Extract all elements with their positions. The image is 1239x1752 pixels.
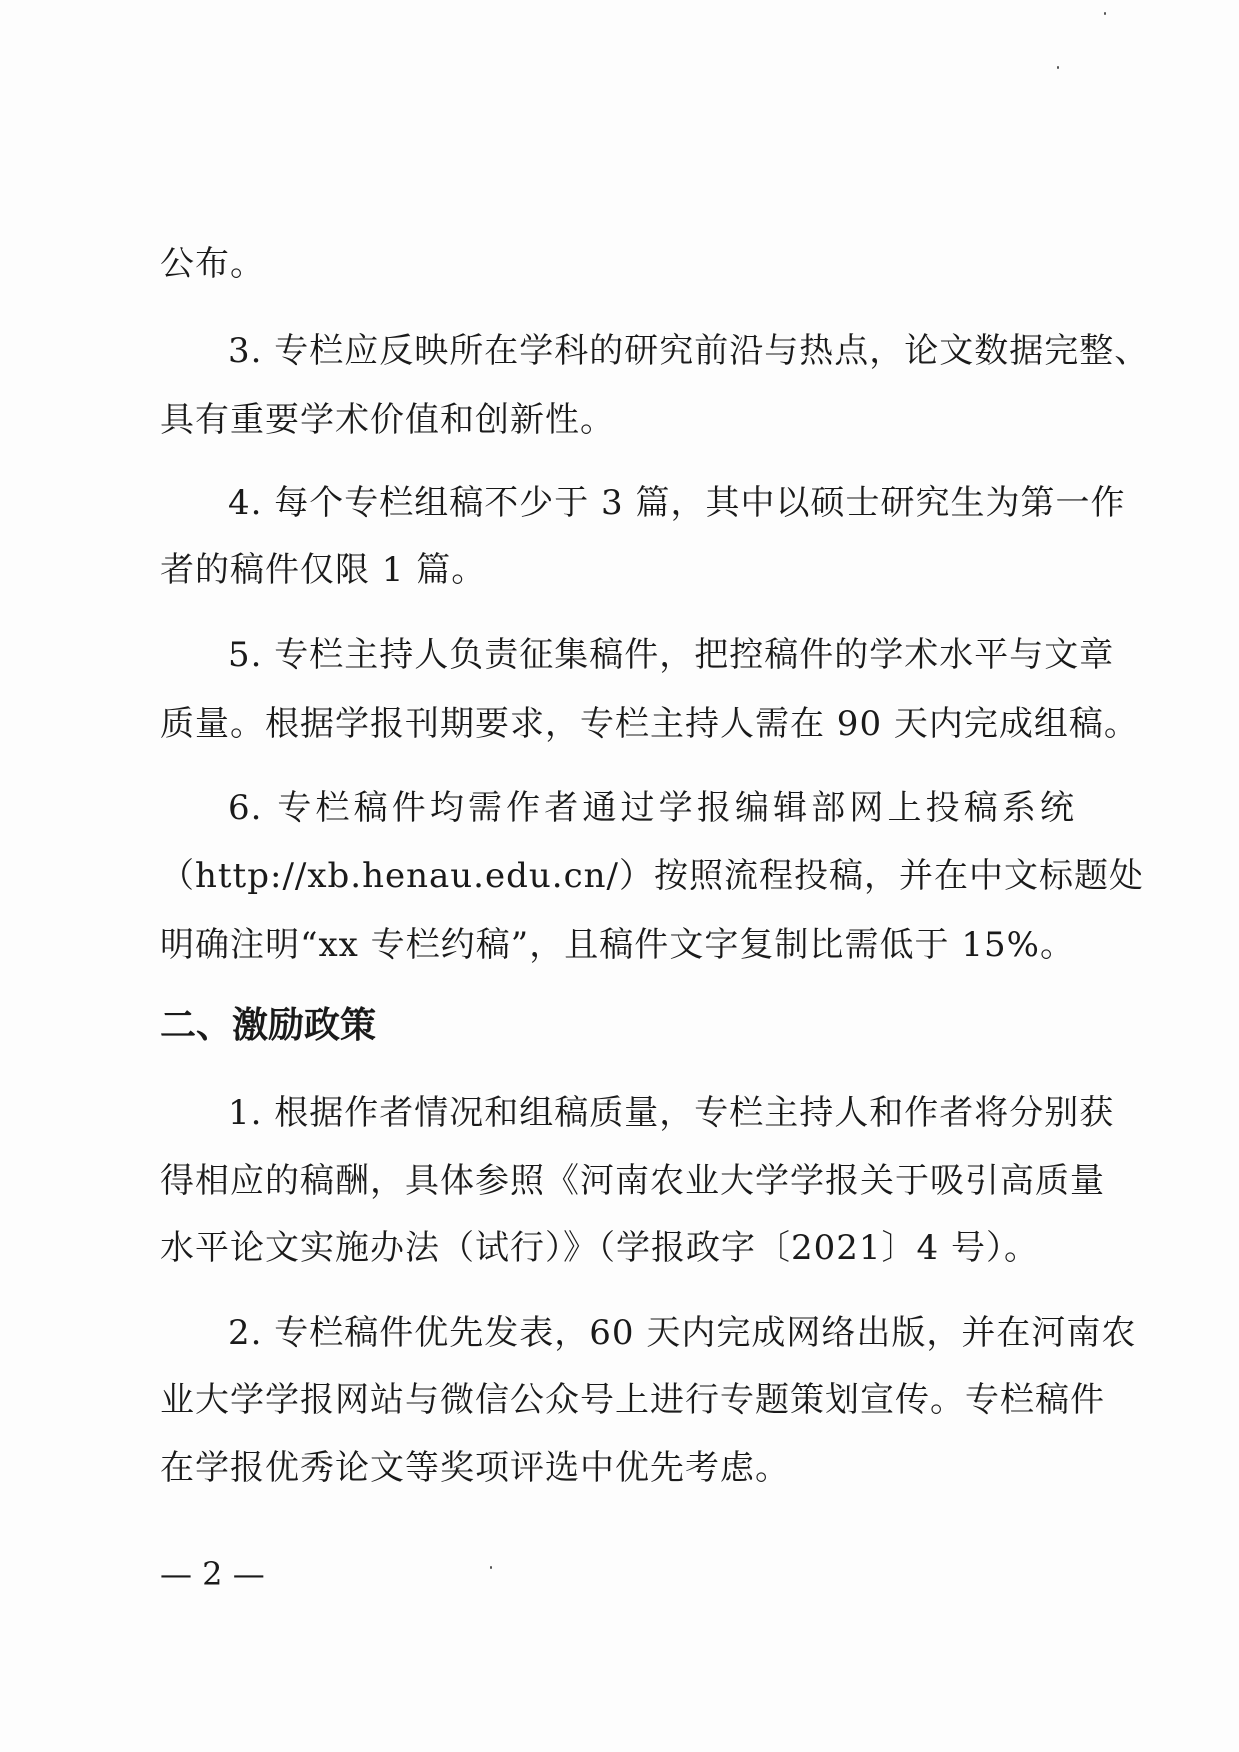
scan-speck xyxy=(1104,12,1106,15)
paragraph-line: 质量。根据学报刊期要求，专栏主持人需在 90 天内完成组稿。 xyxy=(160,704,1139,744)
scan-speck xyxy=(490,1566,492,1569)
paragraph-line: 具有重要学术价值和创新性。 xyxy=(160,400,615,440)
paragraph-line: 得相应的稿酬，具体参照《河南农业大学学报关于吸引高质量 xyxy=(160,1161,1105,1201)
paragraph-line: 4. 每个专栏组稿不少于 3 篇，其中以硕士研究生为第一作 xyxy=(228,483,1126,523)
page-number: — 2 — xyxy=(160,1555,265,1593)
paragraph-line: 者的稿件仅限 1 篇。 xyxy=(160,550,487,590)
paragraph-line: （http://xb.henau.edu.cn/）按照流程投稿，并在中文标题处 xyxy=(160,856,1144,896)
paragraph-line: 3. 专栏应反映所在学科的研究前沿与热点，论文数据完整、 xyxy=(228,331,1150,371)
paragraph-line: 2. 专栏稿件优先发表，60 天内完成网络出版，并在河南农 xyxy=(228,1313,1137,1353)
paragraph-line: 5. 专栏主持人负责征集稿件，把控稿件的学术水平与文章 xyxy=(228,635,1115,675)
paragraph-line: 明确注明“xx 专栏约稿”，且稿件文字复制比需低于 15%。 xyxy=(160,925,1075,965)
paragraph-line: 6. 专栏稿件均需作者通过学报编辑部网上投稿系统 xyxy=(228,788,1075,828)
scan-speck xyxy=(1057,66,1059,69)
paragraph-line: 公布。 xyxy=(160,244,265,284)
paragraph-line: 水平论文实施办法（试行）》（学报政字〔2021〕4 号）。 xyxy=(160,1228,1039,1268)
paragraph-line: 业大学学报网站与微信公众号上进行专题策划宣传。专栏稿件 xyxy=(160,1380,1105,1420)
section-heading: 二、激励政策 xyxy=(160,1005,377,1046)
paragraph-line: 在学报优秀论文等奖项评选中优先考虑。 xyxy=(160,1448,790,1488)
paragraph-line: 1. 根据作者情况和组稿质量，专栏主持人和作者将分别获 xyxy=(228,1093,1115,1133)
